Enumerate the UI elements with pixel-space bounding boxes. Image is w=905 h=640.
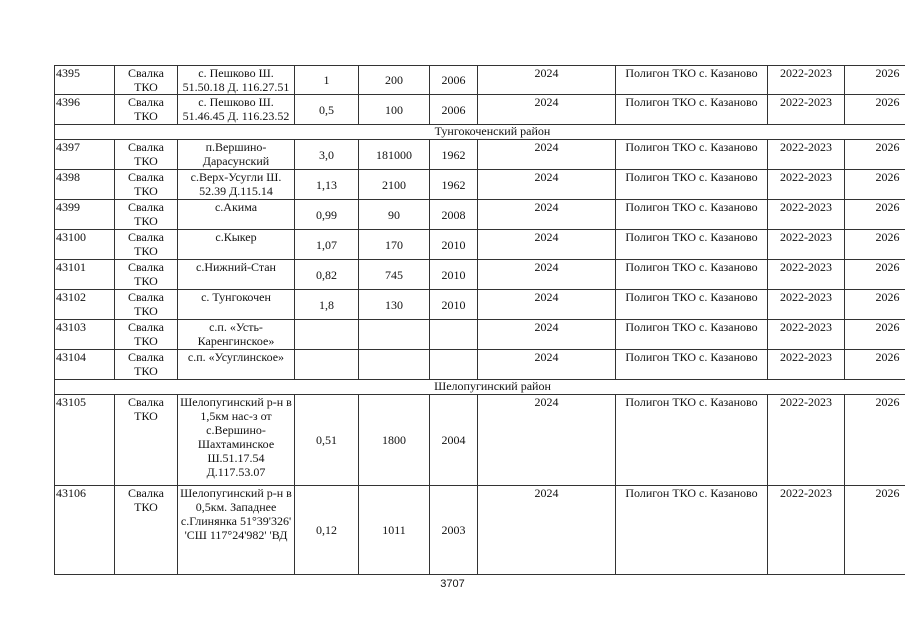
cell-place: с.Кыкер bbox=[178, 230, 295, 260]
cell-target: Полигон ТКО с. Казаново bbox=[616, 350, 768, 380]
cell-kind: Свалка ТКО bbox=[115, 320, 178, 350]
cell-target: Полигон ТКО с. Казаново bbox=[616, 486, 768, 575]
cell-kind: Свалка ТКО bbox=[115, 66, 178, 95]
cell-kind: Свалка ТКО bbox=[115, 230, 178, 260]
cell-close-year: 2024 bbox=[478, 290, 616, 320]
registry-table-body bbox=[55, 66, 905, 575]
cell-place: п.Вершино-Дарасунский bbox=[178, 140, 295, 170]
cell-kind: Свалка ТКО bbox=[115, 200, 178, 230]
cell-target: Полигон ТКО с. Казаново bbox=[616, 200, 768, 230]
cell-place: с. Пешково Ш. 51.46.45 Д. 116.23.52 bbox=[178, 95, 295, 125]
table-row bbox=[55, 320, 905, 350]
cell-area: 0,5 bbox=[295, 95, 359, 125]
cell-close-year: 2024 bbox=[478, 260, 616, 290]
cell-kind: Свалка ТКО bbox=[115, 395, 178, 486]
cell-period: 2022-2023 bbox=[768, 95, 845, 125]
cell-place: с. Пешково Ш. 51.50.18 Д. 116.27.51 bbox=[178, 66, 295, 95]
cell-period: 2022-2023 bbox=[768, 290, 845, 320]
table-row bbox=[55, 486, 905, 575]
registry-table bbox=[54, 65, 905, 575]
cell-deadline: 2026 bbox=[845, 320, 905, 350]
cell-deadline: 2026 bbox=[845, 66, 905, 95]
cell-year: 2006 bbox=[430, 95, 478, 125]
cell-year: 2010 bbox=[430, 290, 478, 320]
cell-place: с.Верх-Усугли Ш. 52.39 Д.115.14 bbox=[178, 170, 295, 200]
cell-id: 4395 bbox=[55, 66, 115, 95]
cell-period: 2022-2023 bbox=[768, 395, 845, 486]
table-row bbox=[55, 290, 905, 320]
cell-period: 2022-2023 bbox=[768, 486, 845, 575]
cell-deadline: 2026 bbox=[845, 200, 905, 230]
cell-place: с.п. «Усуглинское» bbox=[178, 350, 295, 380]
table-row bbox=[55, 350, 905, 380]
cell-target: Полигон ТКО с. Казаново bbox=[616, 230, 768, 260]
cell-area: 0,12 bbox=[295, 486, 359, 575]
cell-place: с.п. «Усть-Каренгинское» bbox=[178, 320, 295, 350]
table-row bbox=[55, 95, 905, 125]
cell-id: 4396 bbox=[55, 95, 115, 125]
table-row bbox=[55, 260, 905, 290]
table-row bbox=[55, 170, 905, 200]
cell-deadline: 2026 bbox=[845, 486, 905, 575]
cell-area: 0,82 bbox=[295, 260, 359, 290]
cell-place: с.Акима bbox=[178, 200, 295, 230]
cell-kind: Свалка ТКО bbox=[115, 486, 178, 575]
cell-kind: Свалка ТКО bbox=[115, 95, 178, 125]
cell-period: 2022-2023 bbox=[768, 320, 845, 350]
cell-area bbox=[295, 320, 359, 350]
cell-period: 2022-2023 bbox=[768, 140, 845, 170]
cell-id: 4399 bbox=[55, 200, 115, 230]
cell-area: 0,99 bbox=[295, 200, 359, 230]
cell-volume: 745 bbox=[359, 260, 430, 290]
cell-close-year: 2024 bbox=[478, 170, 616, 200]
cell-volume: 181000 bbox=[359, 140, 430, 170]
cell-close-year: 2024 bbox=[478, 95, 616, 125]
cell-period: 2022-2023 bbox=[768, 350, 845, 380]
district-header-row bbox=[55, 125, 905, 140]
cell-volume: 100 bbox=[359, 95, 430, 125]
cell-year: 2008 bbox=[430, 200, 478, 230]
cell-place: с.Нижний-Стан bbox=[178, 260, 295, 290]
cell-volume: 170 bbox=[359, 230, 430, 260]
cell-target: Полигон ТКО с. Казаново bbox=[616, 140, 768, 170]
cell-year bbox=[430, 320, 478, 350]
cell-area: 0,51 bbox=[295, 395, 359, 486]
table-row bbox=[55, 395, 905, 486]
cell-volume: 1800 bbox=[359, 395, 430, 486]
cell-year: 2004 bbox=[430, 395, 478, 486]
cell-kind: Свалка ТКО bbox=[115, 350, 178, 380]
cell-target: Полигон ТКО с. Казаново bbox=[616, 66, 768, 95]
cell-id: 43101 bbox=[55, 260, 115, 290]
cell-deadline: 2026 bbox=[845, 260, 905, 290]
table-row bbox=[55, 140, 905, 170]
cell-area: 1,07 bbox=[295, 230, 359, 260]
cell-close-year: 2024 bbox=[478, 320, 616, 350]
cell-close-year: 2024 bbox=[478, 66, 616, 95]
cell-period: 2022-2023 bbox=[768, 170, 845, 200]
cell-year: 1962 bbox=[430, 170, 478, 200]
cell-id: 43102 bbox=[55, 290, 115, 320]
cell-deadline: 2026 bbox=[845, 230, 905, 260]
cell-area: 1,8 bbox=[295, 290, 359, 320]
cell-target: Полигон ТКО с. Казаново bbox=[616, 395, 768, 486]
cell-area: 1 bbox=[295, 66, 359, 95]
cell-deadline: 2026 bbox=[845, 290, 905, 320]
cell-period: 2022-2023 bbox=[768, 66, 845, 95]
cell-target: Полигон ТКО с. Казаново bbox=[616, 320, 768, 350]
table-row bbox=[55, 66, 905, 95]
cell-deadline: 2026 bbox=[845, 350, 905, 380]
cell-close-year: 2024 bbox=[478, 486, 616, 575]
cell-id: 43105 bbox=[55, 395, 115, 486]
cell-volume bbox=[359, 350, 430, 380]
cell-deadline: 2026 bbox=[845, 170, 905, 200]
cell-target: Полигон ТКО с. Казаново bbox=[616, 170, 768, 200]
cell-year: 2006 bbox=[430, 66, 478, 95]
district-header-row bbox=[55, 380, 905, 395]
cell-kind: Свалка ТКО bbox=[115, 260, 178, 290]
cell-period: 2022-2023 bbox=[768, 200, 845, 230]
cell-close-year: 2024 bbox=[478, 200, 616, 230]
cell-volume: 90 bbox=[359, 200, 430, 230]
cell-deadline: 2026 bbox=[845, 95, 905, 125]
cell-close-year: 2024 bbox=[478, 395, 616, 486]
cell-place: с. Тунгокочен bbox=[178, 290, 295, 320]
table-row bbox=[55, 200, 905, 230]
cell-year: 2010 bbox=[430, 230, 478, 260]
cell-kind: Свалка ТКО bbox=[115, 170, 178, 200]
cell-close-year: 2024 bbox=[478, 350, 616, 380]
cell-area: 3,0 bbox=[295, 140, 359, 170]
cell-place: Шелопугинский р-н в 0,5км. Западнее с.Глинянка 51°39'326' 'СШ 117°24'982' 'ВД bbox=[178, 486, 295, 575]
cell-deadline: 2026 bbox=[845, 140, 905, 170]
cell-volume: 200 bbox=[359, 66, 430, 95]
cell-id: 4398 bbox=[55, 170, 115, 200]
district-title: Тунгокоченский район bbox=[55, 125, 905, 140]
cell-volume: 130 bbox=[359, 290, 430, 320]
cell-id: 43104 bbox=[55, 350, 115, 380]
cell-id: 43100 bbox=[55, 230, 115, 260]
cell-area: 1,13 bbox=[295, 170, 359, 200]
cell-id: 43106 bbox=[55, 486, 115, 575]
cell-target: Полигон ТКО с. Казаново bbox=[616, 260, 768, 290]
cell-target: Полигон ТКО с. Казаново bbox=[616, 290, 768, 320]
cell-close-year: 2024 bbox=[478, 230, 616, 260]
district-title: Шелопугинский район bbox=[55, 380, 905, 395]
cell-deadline: 2026 bbox=[845, 395, 905, 486]
cell-kind: Свалка ТКО bbox=[115, 290, 178, 320]
cell-id: 43103 bbox=[55, 320, 115, 350]
page-number: 3707 bbox=[440, 578, 465, 590]
cell-id: 4397 bbox=[55, 140, 115, 170]
cell-place: Шелопугинский р-н в 1,5км нас-з от с.Вершино-Шахтаминское Ш.51.17.54 Д.117.53.07 bbox=[178, 395, 295, 486]
cell-period: 2022-2023 bbox=[768, 230, 845, 260]
cell-period: 2022-2023 bbox=[768, 260, 845, 290]
cell-year: 1962 bbox=[430, 140, 478, 170]
cell-volume: 1011 bbox=[359, 486, 430, 575]
cell-year bbox=[430, 350, 478, 380]
cell-year: 2003 bbox=[430, 486, 478, 575]
cell-target: Полигон ТКО с. Казаново bbox=[616, 95, 768, 125]
cell-volume bbox=[359, 320, 430, 350]
cell-area bbox=[295, 350, 359, 380]
cell-kind: Свалка ТКО bbox=[115, 140, 178, 170]
cell-volume: 2100 bbox=[359, 170, 430, 200]
table-row bbox=[55, 230, 905, 260]
cell-year: 2010 bbox=[430, 260, 478, 290]
cell-close-year: 2024 bbox=[478, 140, 616, 170]
